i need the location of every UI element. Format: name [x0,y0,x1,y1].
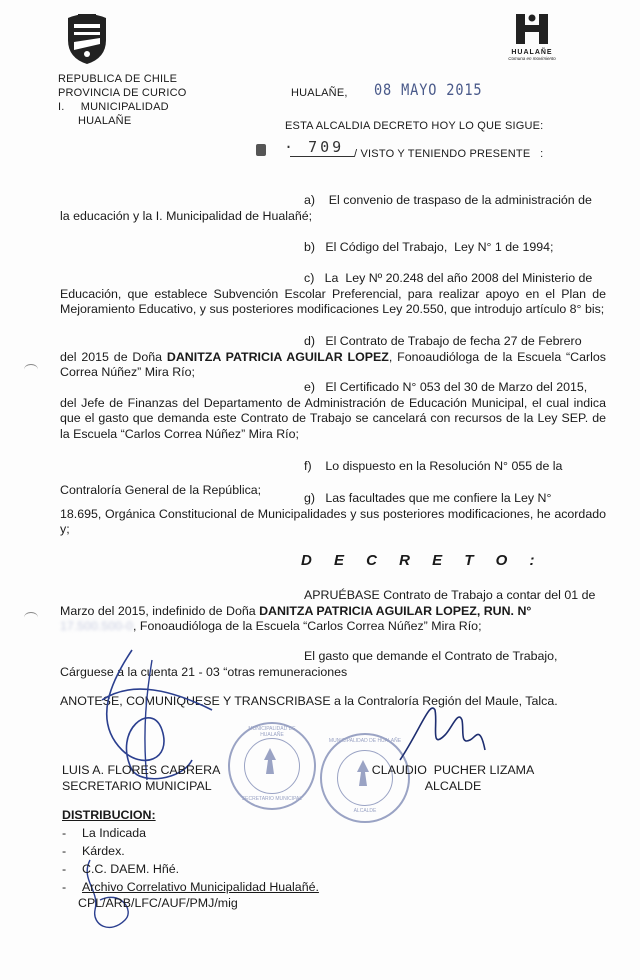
consideration-a [60,193,606,224]
secretary-signature-block [62,763,220,794]
consideration-d-rest-1: del 2015 de Doña [60,349,167,364]
consideration-d-rest [60,350,606,381]
consideration-e [60,380,606,442]
logo-name: HUALAÑE [511,49,553,56]
distribution-item: - Kárdex. [62,844,125,858]
consideration-g-first: g) Las facultades que me confiere la Ley N° [304,491,552,505]
distribution-item: - Archivo Correlativo Municipalidad Hualañé. [62,880,319,894]
decreto-paragraph-3: ANOTESE, COMUNIQUESE Y TRANSCRIBASE a la Contraloría Región del Maule, Talca. [60,694,558,708]
mayor-signature-scribble [390,690,500,770]
consideration-d-rest-2: , Fonoaudióloga de la Escuela “Carlos Correa Núñez” Mira Río; [60,349,606,380]
consideration-a-rest: la educación y la I. Municipalidad de Hualañé; [60,208,313,223]
mayor-signature-block [367,763,539,794]
consideration-d-person-name: DANITZA PATRICIA AGUILAR LOPEZ [166,349,389,364]
distribution-initials: CPL/ARB/LFC/AUF/PMJ/mig [78,896,238,910]
distribution-item: - La Indicada [62,826,147,840]
consideration-f-first: f) Lo dispuesto en la Resolución N° 055 de la [304,459,563,473]
consideration-b [60,240,606,256]
decreto-person-name: DANITZA PATRICIA AGUILAR LOPEZ [259,603,477,618]
decreto-paragraph-1 [60,588,606,635]
mayor-name: CLAUDIO PUCHER LIZAMA [371,763,535,777]
consideration-c-first: c) La Ley Nº 20.248 del año 2008 del Ministerio de [304,271,593,285]
distribution-title: DISTRIBUCION: [62,808,156,822]
decree-number-value: 709 [308,138,345,156]
consideration-d [60,334,606,381]
issuer-block [58,72,187,128]
decree-number: · 709 [284,138,345,156]
decree-number-underline [290,156,354,157]
decreto-p1-rest [60,604,606,635]
mayor-title: ALCALDE [424,778,482,793]
consideration-e-first: e) El Certificado N° 053 del 30 de Marzo del 2015, [304,380,588,394]
issuer-line-2: PROVINCIA DE CURICO [58,87,187,99]
distribution-item-3: C.C. DAEM. Hñé. [82,862,180,876]
redacted-run: 17.500.500-0 [60,619,134,634]
hualane-logo [504,12,560,62]
place: HUALAÑE, [291,87,348,99]
decreto-title: D E C R E T O : [301,552,544,569]
decreto-p1-rest-2: , RUN. N° [476,603,532,618]
decree-intro: ESTA ALCALDIA DECRETO HOY LO QUE SIGUE: [285,120,544,132]
decreto-p2-rest: Cárguese a la cuenta 21 - 03 “otras remuneraciones [60,664,348,679]
issuer-line-3: I. MUNICIPALIDAD [58,101,169,113]
decreto-p1-first: APRUÉBASE Contrato de Trabajo a contar del 01 de [304,588,596,602]
mayor-seal-text-bottom: ALCALDE [353,808,377,814]
municipal-coat-of-arms-logo [64,10,110,66]
distribution-item: - C.C. DAEM. Hñé. [62,862,180,876]
secretary-title: SECRETARIO MUNICIPAL [62,778,212,793]
secretary-seal-text-top: MUNICIPALIDAD DE HUALAÑE [248,726,296,738]
consideration-d-first: d) El Contrato de Trabajo de fecha 27 de Febrero [304,334,582,348]
consideration-a-first: a) El convenio de traspaso de la administración de [304,193,592,207]
punch-mark-icon [256,144,266,156]
mayor-seal-text-top: MUNICIPALIDAD DE HUALAÑE [328,738,402,744]
margin-hole-mark [24,612,38,623]
secretary-name: LUIS A. FLORES CABRERA [62,763,221,777]
consideration-g-rest: 18.695, Orgánica Constitucional de Municipalidades y sus posteriores modificaciones, he acordado y; [60,506,606,537]
distribution-item-1: La Indicada [82,826,147,840]
decreto-p2-first: El gasto que demande el Contrato de Trabajo, [304,649,558,663]
logo-tagline: Comuna en movimiento [508,56,556,61]
decreto-p1-rest-1: Marzo del 2015, indefinido de Doña [60,603,260,618]
distribution-item-2: Kárdex. [82,844,125,858]
consideration-g [60,491,606,538]
consideration-c [60,271,606,318]
issuer-line-4: HUALAÑE [78,115,132,127]
issuer-line-1: REPUBLICA DE CHILE [58,73,178,85]
date-stamp: 08 MAYO 2015 [374,80,483,99]
distribution-item-4: Archivo Correlativo Municipalidad Hualañé. [82,880,319,894]
visto-label: / VISTO Y TENIENDO PRESENTE : [354,148,544,160]
consideration-b-text: b) El Código del Trabajo, Ley N° 1 de 1994; [304,240,554,254]
decreto-p1-rest-3: , Fonoaudióloga de la Escuela “Carlos Correa Núñez” Mira Río; [133,619,482,634]
consideration-c-rest: Educación, que establece Subvención Escolar Preferencial, para realizar apoyo en el Plan de Mejoramiento Educativo, y sus posteriores modificaciones Ley 20.550, que introdujo artículo 8° bis; [60,286,606,317]
consideration-e-rest: del Jefe de Finanzas del Departamento de Administración de Educación Municipal, el cual indica que el gasto que demanda este Contrato de Trabajo se cancelará con recursos de la Ley SEP. de la Escuela “Carlos Correa Núñez” Mira Río; [60,395,606,441]
secretary-seal-text-bottom: SECRETARIO MUNICIPAL [241,796,303,802]
consideration-f-rest: Contraloría General de la República; [60,482,262,497]
margin-hole-mark [24,364,38,375]
